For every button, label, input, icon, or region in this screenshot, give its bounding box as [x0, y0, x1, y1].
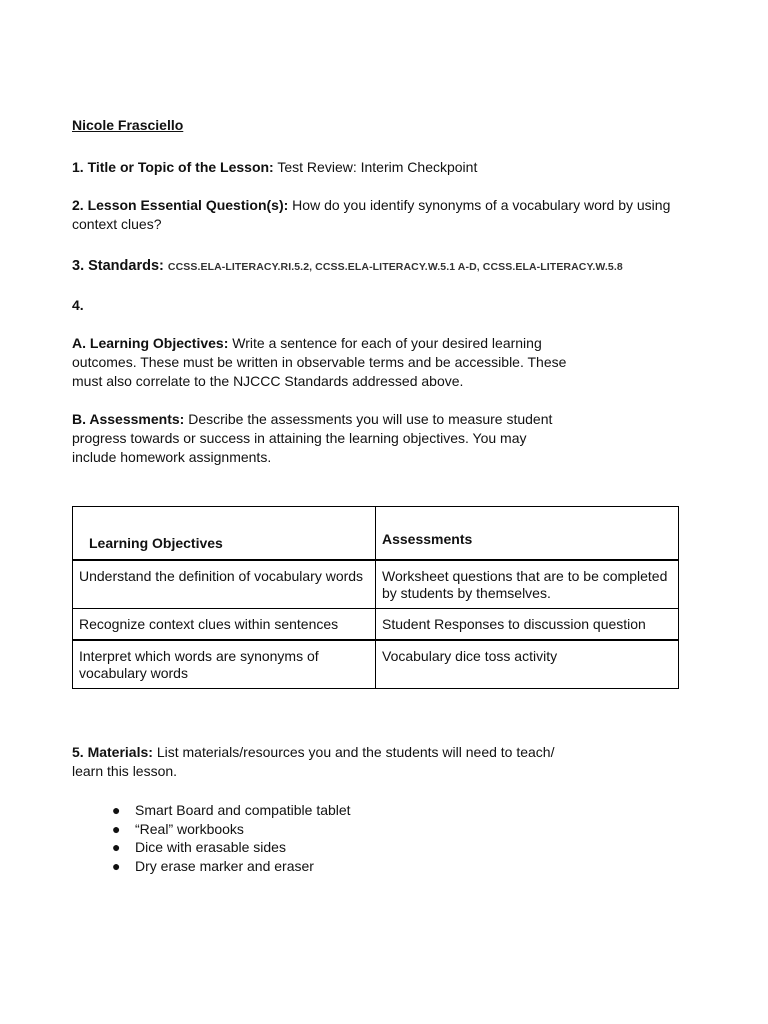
table-cell-objective: Understand the definition of vocabulary words [73, 560, 376, 609]
bullet-icon: ● [112, 820, 121, 837]
standards-label: 3. Standards: [72, 258, 168, 274]
table-cell-objective-line: vocabulary words [79, 664, 188, 681]
table-row [73, 608, 679, 640]
table-cell-assessment: Student Responses to discussion question [376, 608, 679, 640]
list-item [112, 838, 351, 857]
essential-question-value: How do you identify synonyms of a vocabulary word by using [288, 197, 671, 213]
table-cell-assessment-line: Worksheet questions that are to be completed [382, 567, 668, 584]
materials-label: 5. Materials: [72, 744, 153, 760]
materials-list [112, 801, 351, 876]
objectives-assessments-table [72, 506, 679, 689]
assessments-text-2: progress towards or success in attaining the learning objectives. You may [72, 430, 527, 446]
table-row [73, 640, 679, 689]
lesson-title-value: Test Review: Interim Checkpoint [273, 159, 478, 175]
learning-objectives-text-1: Write a sentence for each of your desired learning [228, 335, 542, 351]
table-cell-assessment [376, 560, 679, 609]
lesson-title-line [72, 158, 477, 177]
list-item [112, 857, 351, 876]
materials-text-2: learn this lesson. [72, 763, 178, 779]
learning-objectives-paragraph [72, 334, 572, 391]
table-header-row [73, 507, 679, 560]
author-name: Nicole Frasciello [72, 117, 184, 133]
table-cell-objective: Recognize context clues within sentences [73, 608, 376, 640]
essential-question-label: 2. Lesson Essential Question(s): [72, 197, 289, 213]
list-item-text: “Real” workbooks [135, 820, 244, 837]
list-item [112, 801, 351, 820]
standards-line [72, 256, 623, 277]
table-header-assessments: Assessments [376, 507, 679, 560]
standards-codes: CCSS.ELA-LITERACY.RI.5.2, CCSS.ELA-LITERACY.W.5.1 A-D, CCSS.ELA-LITERACY.W.5.8 [167, 261, 623, 273]
learning-objectives-label: A. Learning Objectives: [72, 335, 229, 351]
assessments-text-1: Describe the assessments you will use to measure student [184, 411, 553, 427]
table-cell-assessment: Vocabulary dice toss activity [376, 640, 679, 689]
assessments-label: B. Assessments: [72, 411, 185, 427]
table-header-objectives: Learning Objectives [73, 507, 376, 560]
assessments-paragraph [72, 410, 572, 467]
bullet-icon: ● [112, 839, 121, 856]
materials-paragraph [72, 743, 592, 781]
materials-text-1: List materials/resources you and the students will need to teach/ [152, 744, 555, 760]
essential-question-line-2: context clues? [72, 216, 162, 232]
bullet-icon: ● [112, 802, 121, 818]
table-row [73, 560, 679, 609]
item-4-label: 4. [72, 297, 84, 313]
list-item-text: Smart Board and compatible tablet [135, 802, 351, 818]
assessments-text-3: include homework assignments. [72, 449, 272, 465]
list-item-text: Dice with erasable sides [135, 839, 286, 856]
bullet-icon: ● [112, 858, 121, 875]
list-item-text: Dry erase marker and eraser [135, 858, 314, 875]
table-cell-objective-line: Interpret which words are synonyms of [79, 647, 319, 664]
essential-question-line-1 [72, 196, 670, 215]
table-cell-assessment-line: by students by themselves. [382, 584, 551, 601]
learning-objectives-text-2: outcomes. These must be written in observable terms and be accessible. These [72, 354, 567, 370]
lesson-title-label: 1. Title or Topic of the Lesson: [72, 159, 274, 175]
list-item [112, 820, 351, 839]
table-cell-objective [73, 640, 376, 689]
learning-objectives-text-3: must also correlate to the NJCCC Standards addressed above. [72, 373, 464, 389]
